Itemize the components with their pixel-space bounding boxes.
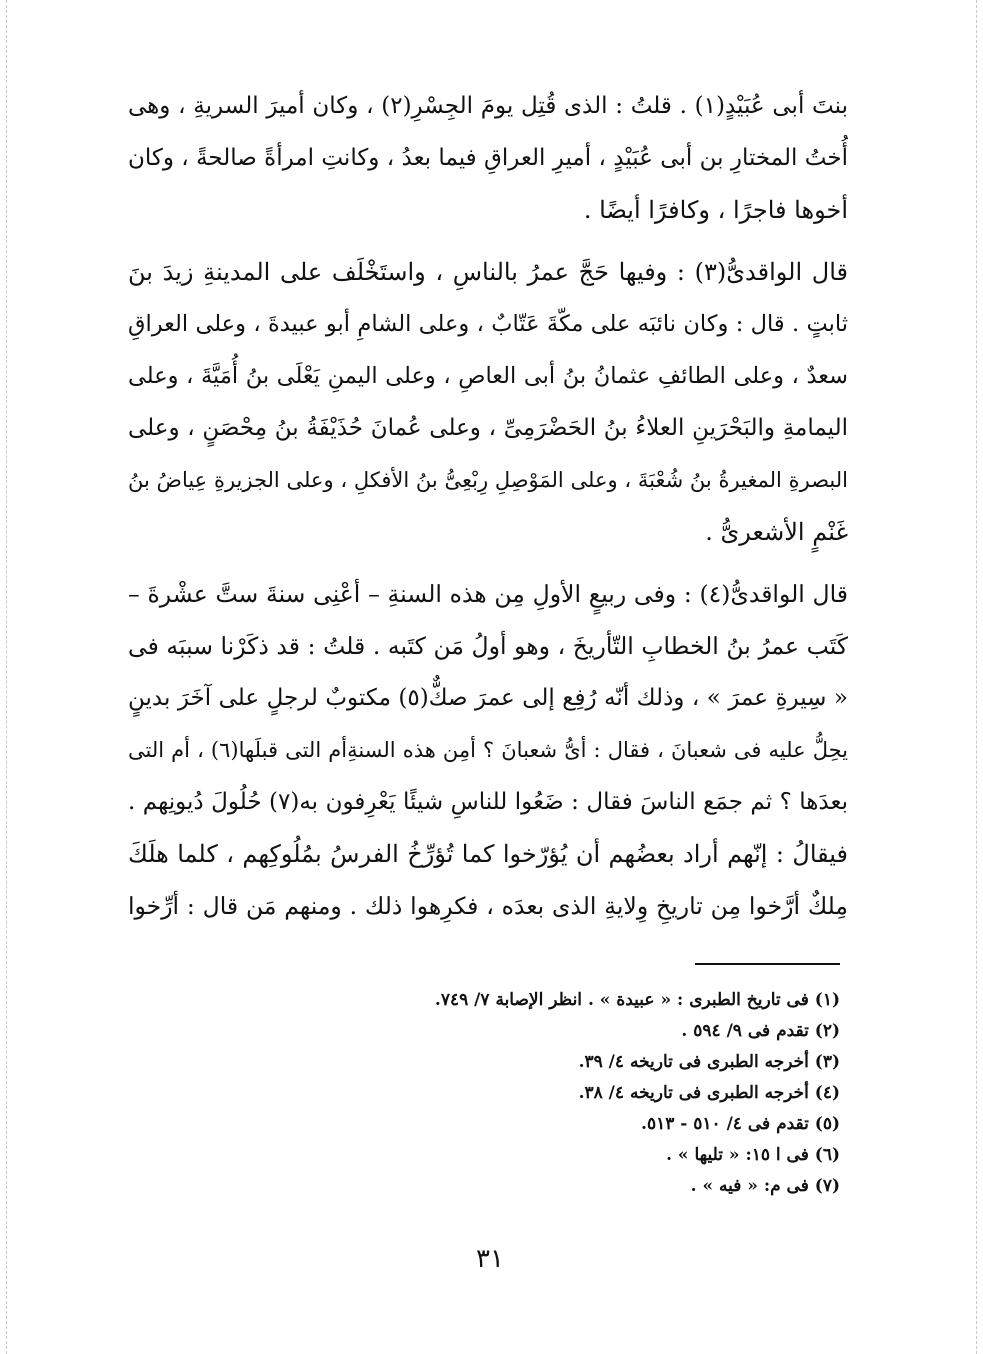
paragraph-3 — [128, 568, 848, 932]
text-line: سعدٌ ، وعلى الطائفِ عثمانُ بنُ أبى العاصِ ، وعلى اليمنِ يَعْلَى بنُ أُمَيَّةَ ، وعلى — [128, 363, 848, 389]
text-line: أخوها فاجرًا ، وكافرًا أيضًا . — [583, 196, 848, 224]
footnote: (٤) أخرجه الطبرى فى تاريخه ٤/ ٣٨. — [578, 1083, 840, 1103]
footnote: (٢) تقدم فى ٩/ ٥٩٤ . — [681, 1021, 840, 1041]
main-text — [128, 80, 848, 932]
text-line: فيقالُ : إنّهم أراد بعضُهم أن يُؤرّخوا كما تُؤرِّخُ الفرسُ بمُلُوكِهم ، كلما هلَكَ — [128, 840, 848, 868]
page-number: ٣١ — [476, 1244, 504, 1274]
text-line: أُختُ المختارِ بن أبى عُبَيْدٍ ، أميرِ العراقِ فيما بعدُ ، وكانتِ امرأةً صالحةً ، وكان — [128, 145, 848, 171]
footnote: (٧) فى م: « فيه » . — [690, 1176, 840, 1196]
footnote: (٥) تقدم فى ٤/ ٥١٠ - ٥١٣. — [641, 1114, 840, 1134]
paragraph-1 — [128, 80, 848, 236]
footnote: (١) فى تاريخ الطبرى : « عبيدة » . انظر الإصابة ٧/ ٧٤٩. — [434, 990, 840, 1010]
paragraph-gap — [128, 558, 848, 568]
paragraph-gap — [128, 236, 848, 246]
text-line: كَتَب عمرُ بنُ الخطابِ التّأريخَ ، وهو أولُ مَن كتَبه . قلتُ : قد ذكَرْنا سببَه فى — [128, 632, 848, 660]
text-line: يحِلُّ عليه فى شعبانَ ، فقال : أىُّ شعبانَ ؟ أمِن هذه السنةِأم التى قبلَها(٦) ، أم التى — [128, 738, 848, 762]
text-line: غَنْمٍ الأشعرىُّ . — [705, 518, 848, 546]
scan-edge-right — [976, 0, 977, 1354]
paragraph-2 — [128, 246, 848, 558]
footnotes — [300, 985, 840, 1202]
footnote: (٦) فى ا ١٥: « تليها » . — [666, 1145, 840, 1165]
footnote-separator — [695, 963, 840, 965]
text-line: البصرةِ المغيرةُ بنُ شُعْبَةَ ، وعلى المَوْصِلِ رِبْعِىُّ بنُ الأفكلِ ، وعلى الجزيرةِ عِياضُ بنُ — [128, 468, 848, 492]
text-line: بنتَ أبى عُبَيْدٍ(١) . قلتُ : الذى قُتِل يومَ الجِسْرِ(٢) ، وكان أميرَ السريةِ ، وهى — [128, 93, 848, 119]
text-line: مِلكٌ أرَّخوا مِن تاريخِ وِلايةِ الذى بعدَه ، فكرِهوا ذلك . ومنهم مَن قال : أرِّخوا — [128, 892, 848, 920]
text-line: اليمامةِ والبَحْرَينِ العلاءُ بنُ الحَضْرَمِىِّ ، وعلى عُمانَ حُذَيْفَةُ بنُ مِحْصَنٍ ، وعلى — [128, 415, 848, 441]
scan-edge-left — [6, 0, 7, 1354]
text-line: قال الواقدىُّ(٣) : وفيها حَجَّ عمرُ بالناسِ ، واستَخْلَف على المدينةِ زيدَ بنَ — [128, 258, 848, 286]
text-line: قال الواقدىُّ(٤) : وفى ربيعٍ الأولِ مِن هذه السنةِ – أعْنِى سنةَ ستَّ عشْرةَ – — [128, 580, 848, 608]
text-line: بعدَها ؟ ثم جمَع الناسَ فقال : ضَعُوا للناسِ شيئًا يَعْرِفون به(٧) حُلُولَ دُيونِهم . — [128, 789, 848, 815]
text-line: « سِيرةِ عمرَ » ، وذلك أنّه رُفِع إلى عمرَ صكٌّ(٥) مكتوبٌ لرجلٍ على آخَرَ بدينٍ — [128, 685, 848, 711]
footnote: (٣) أخرجه الطبرى فى تاريخه ٤/ ٣٩. — [578, 1052, 840, 1072]
text-line: ثابتٍ . قال : وكان نائبَه على مكّةَ عَتّابٌ ، وعلى الشامِ أبو عبيدةَ ، وعلى العراقِ — [128, 311, 848, 337]
